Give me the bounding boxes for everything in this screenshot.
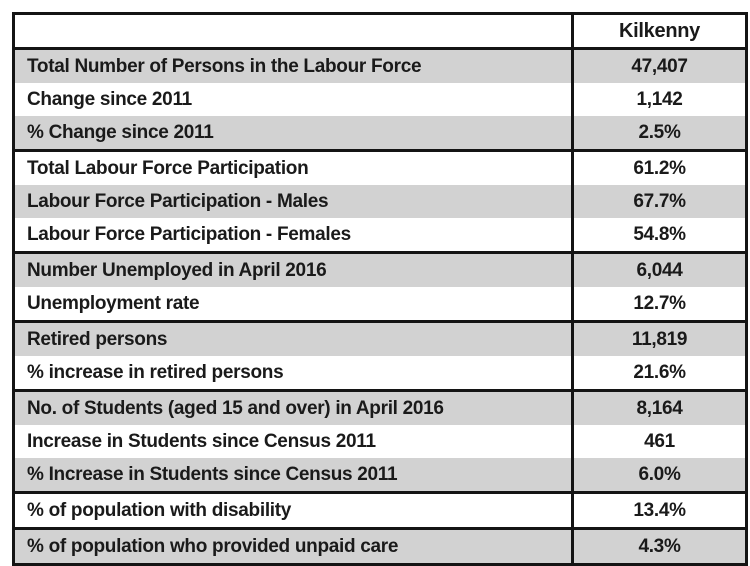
table-row — [14, 493, 747, 529]
table-row — [14, 529, 747, 565]
row-label: No. of Students (aged 15 and over) in April 2016 — [14, 391, 573, 426]
row-value: 21.6% — [573, 356, 747, 391]
labour-force-table — [12, 12, 748, 566]
row-value: 8,164 — [573, 391, 747, 426]
table-row — [14, 253, 747, 288]
row-label: Change since 2011 — [14, 83, 573, 116]
row-value: 461 — [573, 425, 747, 458]
row-value: 6.0% — [573, 458, 747, 493]
row-value: 67.7% — [573, 185, 747, 218]
header-label-cell — [14, 14, 573, 49]
table-row — [14, 49, 747, 84]
table-row — [14, 425, 747, 458]
table-row — [14, 83, 747, 116]
row-value: 11,819 — [573, 322, 747, 357]
row-label: % of population with disability — [14, 493, 573, 529]
row-value: 12.7% — [573, 287, 747, 322]
table-header-row — [14, 14, 747, 49]
table-row — [14, 116, 747, 151]
row-label: Unemployment rate — [14, 287, 573, 322]
table-row — [14, 151, 747, 186]
row-value: 6,044 — [573, 253, 747, 288]
table-row — [14, 356, 747, 391]
row-label: % Change since 2011 — [14, 116, 573, 151]
row-value: 47,407 — [573, 49, 747, 84]
row-value: 54.8% — [573, 218, 747, 253]
table-row — [14, 218, 747, 253]
row-label: Total Labour Force Participation — [14, 151, 573, 186]
table-row — [14, 458, 747, 493]
row-label: % increase in retired persons — [14, 356, 573, 391]
row-value: 61.2% — [573, 151, 747, 186]
table-row — [14, 391, 747, 426]
table-row — [14, 287, 747, 322]
row-label: % of population who provided unpaid care — [14, 529, 573, 565]
table-row — [14, 322, 747, 357]
row-value: 13.4% — [573, 493, 747, 529]
row-value: 2.5% — [573, 116, 747, 151]
row-label: % Increase in Students since Census 2011 — [14, 458, 573, 493]
row-label: Labour Force Participation - Males — [14, 185, 573, 218]
table-row — [14, 185, 747, 218]
header-column-kilkenny: Kilkenny — [573, 14, 747, 49]
row-label: Increase in Students since Census 2011 — [14, 425, 573, 458]
row-label: Number Unemployed in April 2016 — [14, 253, 573, 288]
row-label: Total Number of Persons in the Labour Force — [14, 49, 573, 84]
row-value: 1,142 — [573, 83, 747, 116]
row-label: Retired persons — [14, 322, 573, 357]
row-value: 4.3% — [573, 529, 747, 565]
row-label: Labour Force Participation - Females — [14, 218, 573, 253]
